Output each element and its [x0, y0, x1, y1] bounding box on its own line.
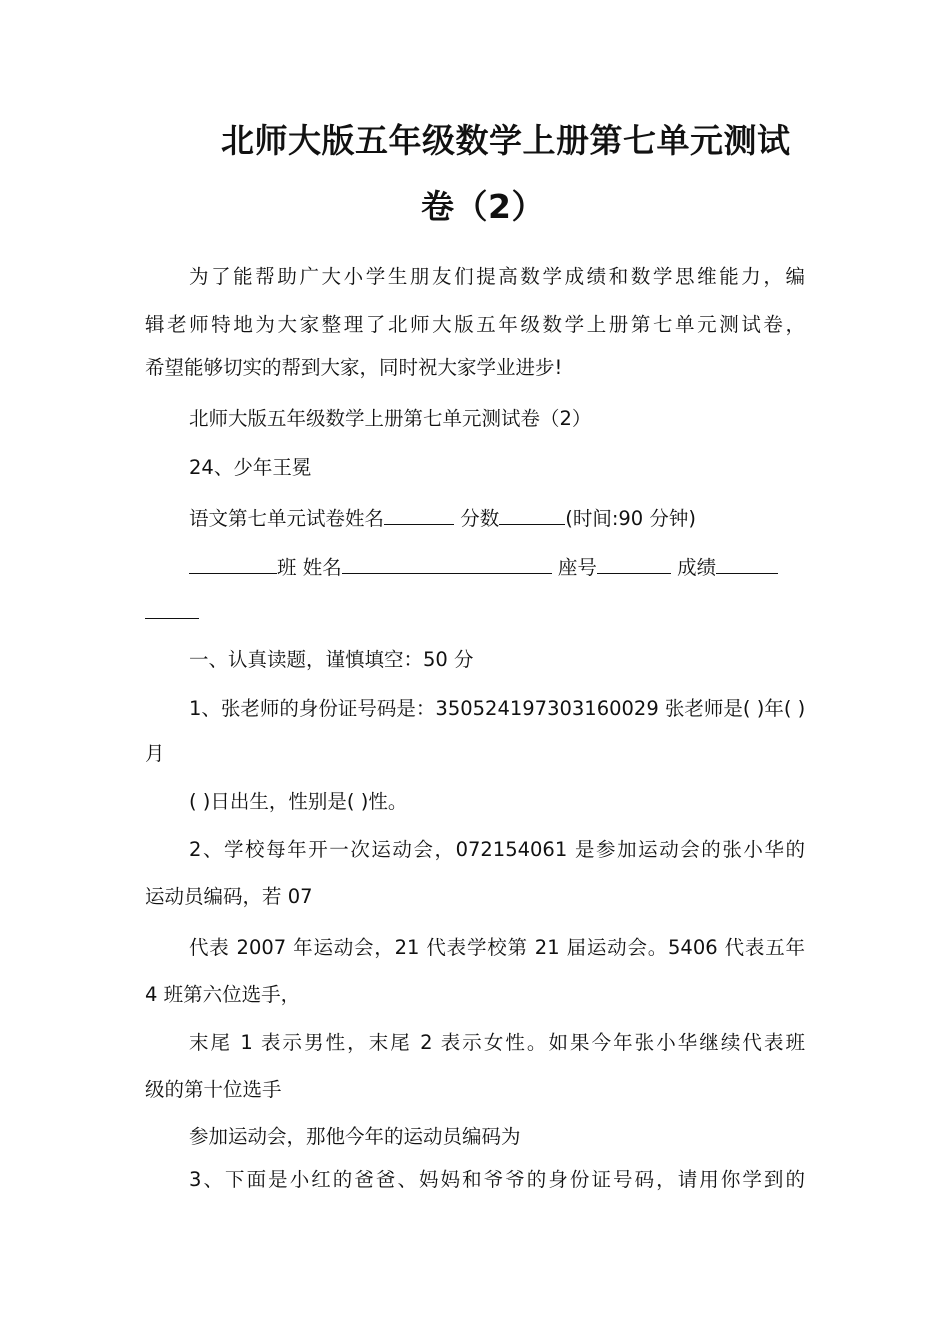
grade-blank-wrap: [145, 598, 199, 619]
grade-label: 成绩: [670, 556, 717, 579]
seat-label: 座号: [551, 556, 597, 579]
class-blank: [189, 553, 277, 574]
q2-line-7: 参加运动会，那他今年的运动员编码为: [189, 1125, 521, 1148]
document-title-line-2: 卷（2）: [421, 187, 545, 226]
q2-line-1: 2、学校每年开一次运动会，072154061 是参加运动会的张小华的: [189, 838, 805, 861]
exam-header-line: [189, 504, 696, 532]
intro-line-2: 辑老师特地为大家整理了北师大版五年级数学上册第七单元测试卷，: [145, 313, 805, 336]
section-1-heading: 一、认真读题，谨慎填空：50 分: [189, 648, 474, 671]
q3-line-1: 3、下面是小红的爸爸、妈妈和爷爷的身份证号码，请用你学到的: [189, 1168, 805, 1191]
q1-line-1: 1、张老师的身份证号码是：350524197303160029 张老师是( )年( ): [189, 697, 806, 720]
lesson-item-24: 24、少年王冕: [189, 456, 312, 479]
q1-line-2: 月: [145, 742, 165, 765]
score-label: 分数: [454, 507, 500, 530]
q2-line-5: 末尾 1 表示男性，末尾 2 表示女性。如果今年张小华继续代表班: [189, 1031, 805, 1054]
q2-line-6: 级的第十位选手: [145, 1078, 282, 1101]
intro-line-1: 为了能帮助广大小学生朋友们提高数学成绩和数学思维能力，编: [189, 265, 805, 288]
q2-line-2: 运动员编码，若 07: [145, 885, 313, 908]
seat-blank: [597, 553, 671, 574]
intro-line-3: 希望能够切实的帮到大家，同时祝大家学业进步!: [145, 356, 563, 379]
student-name-blank: [342, 553, 552, 574]
class-name-label: 班 姓名: [277, 556, 342, 579]
exam-name-label: 语文第七单元试卷姓名: [189, 507, 385, 530]
document-title-line-1: 北师大版五年级数学上册第七单元测试: [221, 121, 791, 160]
name-blank: [384, 504, 454, 525]
time-note: (时间:90 分钟): [565, 507, 697, 530]
score-blank: [499, 504, 565, 525]
class-info-line: [189, 553, 778, 581]
grade-blank-continued: [145, 598, 199, 626]
q2-line-4: 4 班第六位选手，: [145, 983, 301, 1006]
grade-blank: [716, 553, 778, 574]
test-subtitle: 北师大版五年级数学上册第七单元测试卷（2）: [189, 407, 592, 430]
q2-line-3: 代表 2007 年运动会，21 代表学校第 21 届运动会。5406 代表五年: [189, 936, 805, 959]
q1-line-3: ( )日出生，性别是( )性。: [189, 790, 408, 813]
